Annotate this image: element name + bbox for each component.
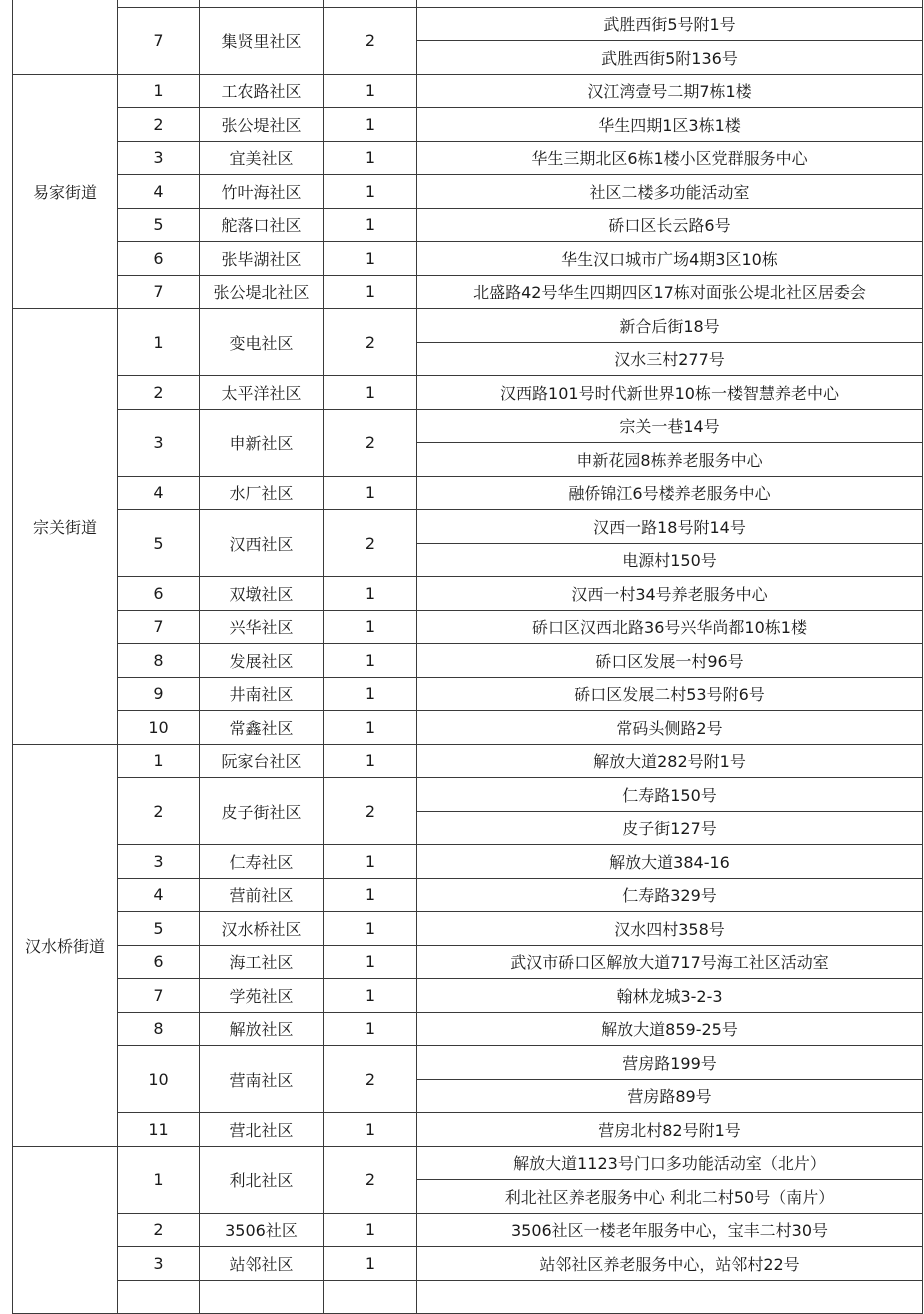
community-name-cell: 宜美社区: [200, 141, 324, 175]
address-cell: 汉西一村34号养老服务中心: [417, 577, 923, 611]
community-number-cell: 1: [118, 744, 200, 778]
community-name-cell: 营北社区: [200, 1113, 324, 1147]
community-number-cell: 7: [118, 275, 200, 309]
community-name-cell: 张公堤北社区: [200, 275, 324, 309]
community-name-cell: 汉水桥社区: [200, 912, 324, 946]
community-number-cell: 3: [118, 409, 200, 476]
community-name-cell: 太平洋社区: [200, 376, 324, 410]
site-count-cell: 1: [324, 610, 417, 644]
table-row: [13, 141, 923, 175]
table-row: [13, 1113, 923, 1147]
address-cell: 解放大道282号附1号: [417, 744, 923, 778]
address-cell: 汉江湾壹号二期7栋1楼: [417, 74, 923, 108]
table-row: [13, 510, 923, 544]
street-name-cell: 易家街道: [13, 74, 118, 309]
community-name-cell: 利北社区: [200, 1146, 324, 1213]
address-cell: 武汉市硚口区解放大道717号海工社区活动室: [417, 945, 923, 979]
address-cell: 电源村150号: [417, 543, 923, 577]
community-name-cell: 工农路社区: [200, 74, 324, 108]
site-count-cell: 1: [324, 912, 417, 946]
table-row: [13, 175, 923, 209]
address-cell: 华生四期1区3栋1楼: [417, 108, 923, 142]
community-name-cell: [200, 0, 324, 7]
community-name-cell: 发展社区: [200, 644, 324, 678]
address-cell: 武胜西街5附136号: [417, 41, 923, 75]
address-cell: [417, 0, 923, 7]
community-name-cell: 营前社区: [200, 878, 324, 912]
community-number-cell: 2: [118, 778, 200, 845]
site-count-cell: 1: [324, 979, 417, 1013]
site-count-cell: 1: [324, 711, 417, 745]
address-cell: 站邻社区养老服务中心，站邻村22号: [417, 1247, 923, 1281]
address-cell: 解放大道1123号门口多功能活动室（北片）: [417, 1146, 923, 1180]
site-count-cell: 1: [324, 476, 417, 510]
table-row: [13, 577, 923, 611]
community-number-cell: 5: [118, 510, 200, 577]
community-number-cell: 8: [118, 1012, 200, 1046]
site-count-cell: 2: [324, 1046, 417, 1113]
community-name-cell: 仁寿社区: [200, 845, 324, 879]
address-cell: 营房路89号: [417, 1079, 923, 1113]
address-cell: 武胜西街5号附1号: [417, 7, 923, 41]
address-cell: 硚口区汉西北路36号兴华尚都10栋1楼: [417, 610, 923, 644]
site-count-cell: 1: [324, 1113, 417, 1147]
site-count-cell: [324, 0, 417, 7]
address-cell: 华生汉口城市广场4期3区10栋: [417, 242, 923, 276]
community-name-cell: 汉西社区: [200, 510, 324, 577]
community-number-cell: 6: [118, 577, 200, 611]
site-count-cell: 1: [324, 1213, 417, 1247]
site-count-cell: 1: [324, 577, 417, 611]
community-number-cell: 3: [118, 1247, 200, 1281]
site-count-cell: 2: [324, 1146, 417, 1213]
community-name-cell: 竹叶海社区: [200, 175, 324, 209]
table-row: [13, 309, 923, 343]
table-row: [13, 376, 923, 410]
table-row: [13, 912, 923, 946]
address-cell: 硚口区发展一村96号: [417, 644, 923, 678]
community-name-cell: 3506社区: [200, 1213, 324, 1247]
address-cell: 利北社区养老服务中心 利北二村50号（南片）: [417, 1180, 923, 1214]
community-number-cell: 10: [118, 711, 200, 745]
community-number-cell: 4: [118, 476, 200, 510]
address-cell: 融侨锦江6号楼养老服务中心: [417, 476, 923, 510]
street-name-cell: [13, 1146, 118, 1314]
address-cell: 解放大道384-16: [417, 845, 923, 879]
site-count-cell: [324, 1280, 417, 1314]
address-cell: 汉西一路18号附14号: [417, 510, 923, 544]
street-name-cell: 汉水桥街道: [13, 744, 118, 1146]
site-count-cell: 2: [324, 510, 417, 577]
community-number-cell: 1: [118, 1146, 200, 1213]
table-row: [13, 409, 923, 443]
site-count-cell: 1: [324, 208, 417, 242]
table-body: [13, 0, 923, 1314]
community-name-cell: 双墩社区: [200, 577, 324, 611]
community-name-cell: 张毕湖社区: [200, 242, 324, 276]
address-cell: [417, 1280, 923, 1314]
site-count-cell: 1: [324, 1012, 417, 1046]
community-name-cell: 学苑社区: [200, 979, 324, 1013]
street-name-cell: [13, 0, 118, 74]
community-number-cell: 2: [118, 376, 200, 410]
community-number-cell: 6: [118, 242, 200, 276]
community-number-cell: 7: [118, 7, 200, 74]
address-cell: 汉水四村358号: [417, 912, 923, 946]
table-row: [13, 711, 923, 745]
community-name-cell: 张公堤社区: [200, 108, 324, 142]
address-cell: 常码头侧路2号: [417, 711, 923, 745]
address-cell: 申新花园8栋养老服务中心: [417, 443, 923, 477]
community-number-cell: 6: [118, 945, 200, 979]
table-row: [13, 242, 923, 276]
community-number-cell: 1: [118, 74, 200, 108]
address-cell: 硚口区长云路6号: [417, 208, 923, 242]
table-row: [13, 1146, 923, 1180]
community-name-cell: 皮子街社区: [200, 778, 324, 845]
table-row: [13, 778, 923, 812]
table-row: [13, 1247, 923, 1281]
community-number-cell: [118, 1280, 200, 1314]
community-name-cell: 营南社区: [200, 1046, 324, 1113]
site-count-cell: 1: [324, 644, 417, 678]
table-row: [13, 945, 923, 979]
address-cell: 新合后街18号: [417, 309, 923, 343]
address-cell: 汉西路101号时代新世界10栋一楼智慧养老中心: [417, 376, 923, 410]
community-name-cell: 阮家台社区: [200, 744, 324, 778]
table-row: [13, 476, 923, 510]
community-name-cell: 舵落口社区: [200, 208, 324, 242]
table-row: [13, 979, 923, 1013]
site-count-cell: 1: [324, 242, 417, 276]
table-row: [13, 677, 923, 711]
community-number-cell: 7: [118, 979, 200, 1013]
community-name-cell: 解放社区: [200, 1012, 324, 1046]
table-row: [13, 7, 923, 41]
address-cell: 宗关一巷14号: [417, 409, 923, 443]
community-number-cell: 5: [118, 208, 200, 242]
community-name-cell: 常鑫社区: [200, 711, 324, 745]
table-row: [13, 610, 923, 644]
site-count-cell: 2: [324, 7, 417, 74]
table-row: [13, 74, 923, 108]
site-count-cell: 2: [324, 409, 417, 476]
address-cell: 汉水三村277号: [417, 342, 923, 376]
table-row: [13, 208, 923, 242]
site-count-cell: 1: [324, 677, 417, 711]
site-count-cell: 1: [324, 74, 417, 108]
site-count-cell: 1: [324, 141, 417, 175]
address-cell: 3506社区一楼老年服务中心，宝丰二村30号: [417, 1213, 923, 1247]
site-count-cell: 1: [324, 878, 417, 912]
address-cell: 翰林龙城3-2-3: [417, 979, 923, 1013]
community-name-cell: [200, 1280, 324, 1314]
site-count-cell: 2: [324, 309, 417, 376]
site-count-cell: 1: [324, 175, 417, 209]
table-row: [13, 108, 923, 142]
community-number-cell: 2: [118, 1213, 200, 1247]
address-cell: 仁寿路329号: [417, 878, 923, 912]
address-cell: 社区二楼多功能活动室: [417, 175, 923, 209]
community-name-cell: 申新社区: [200, 409, 324, 476]
community-name-cell: 海工社区: [200, 945, 324, 979]
table-row: [13, 845, 923, 879]
community-number-cell: 5: [118, 912, 200, 946]
community-number-cell: 1: [118, 309, 200, 376]
site-count-cell: 1: [324, 945, 417, 979]
address-cell: 硚口区发展二村53号附6号: [417, 677, 923, 711]
table-row: [13, 1280, 923, 1314]
address-cell: 华生三期北区6栋1楼小区党群服务中心: [417, 141, 923, 175]
community-number-cell: 10: [118, 1046, 200, 1113]
address-cell: 北盛路42号华生四期四区17栋对面张公堤北社区居委会: [417, 275, 923, 309]
site-count-cell: 1: [324, 275, 417, 309]
table-row: [13, 0, 923, 7]
community-number-cell: 3: [118, 141, 200, 175]
community-number-cell: 11: [118, 1113, 200, 1147]
community-number-cell: [118, 0, 200, 7]
community-number-cell: 8: [118, 644, 200, 678]
community-name-cell: 集贤里社区: [200, 7, 324, 74]
community-name-cell: 水厂社区: [200, 476, 324, 510]
community-name-cell: 兴华社区: [200, 610, 324, 644]
address-cell: 皮子街127号: [417, 811, 923, 845]
site-count-cell: 1: [324, 108, 417, 142]
community-number-cell: 3: [118, 845, 200, 879]
table-row: [13, 744, 923, 778]
community-number-cell: 7: [118, 610, 200, 644]
community-service-table: [12, 0, 923, 1314]
address-cell: 营房路199号: [417, 1046, 923, 1080]
address-cell: 解放大道859-25号: [417, 1012, 923, 1046]
address-cell: 仁寿路150号: [417, 778, 923, 812]
site-count-cell: 1: [324, 1247, 417, 1281]
community-number-cell: 9: [118, 677, 200, 711]
site-count-cell: 1: [324, 845, 417, 879]
table-row: [13, 275, 923, 309]
site-count-cell: 2: [324, 778, 417, 845]
community-number-cell: 2: [118, 108, 200, 142]
site-count-cell: 1: [324, 744, 417, 778]
community-number-cell: 4: [118, 878, 200, 912]
table-row: [13, 1213, 923, 1247]
community-name-cell: 井南社区: [200, 677, 324, 711]
street-name-cell: 宗关街道: [13, 309, 118, 745]
table-row: [13, 1012, 923, 1046]
community-name-cell: 变电社区: [200, 309, 324, 376]
site-count-cell: 1: [324, 376, 417, 410]
community-number-cell: 4: [118, 175, 200, 209]
table-row: [13, 878, 923, 912]
table-row: [13, 644, 923, 678]
community-name-cell: 站邻社区: [200, 1247, 324, 1281]
address-cell: 营房北村82号附1号: [417, 1113, 923, 1147]
table-row: [13, 1046, 923, 1080]
